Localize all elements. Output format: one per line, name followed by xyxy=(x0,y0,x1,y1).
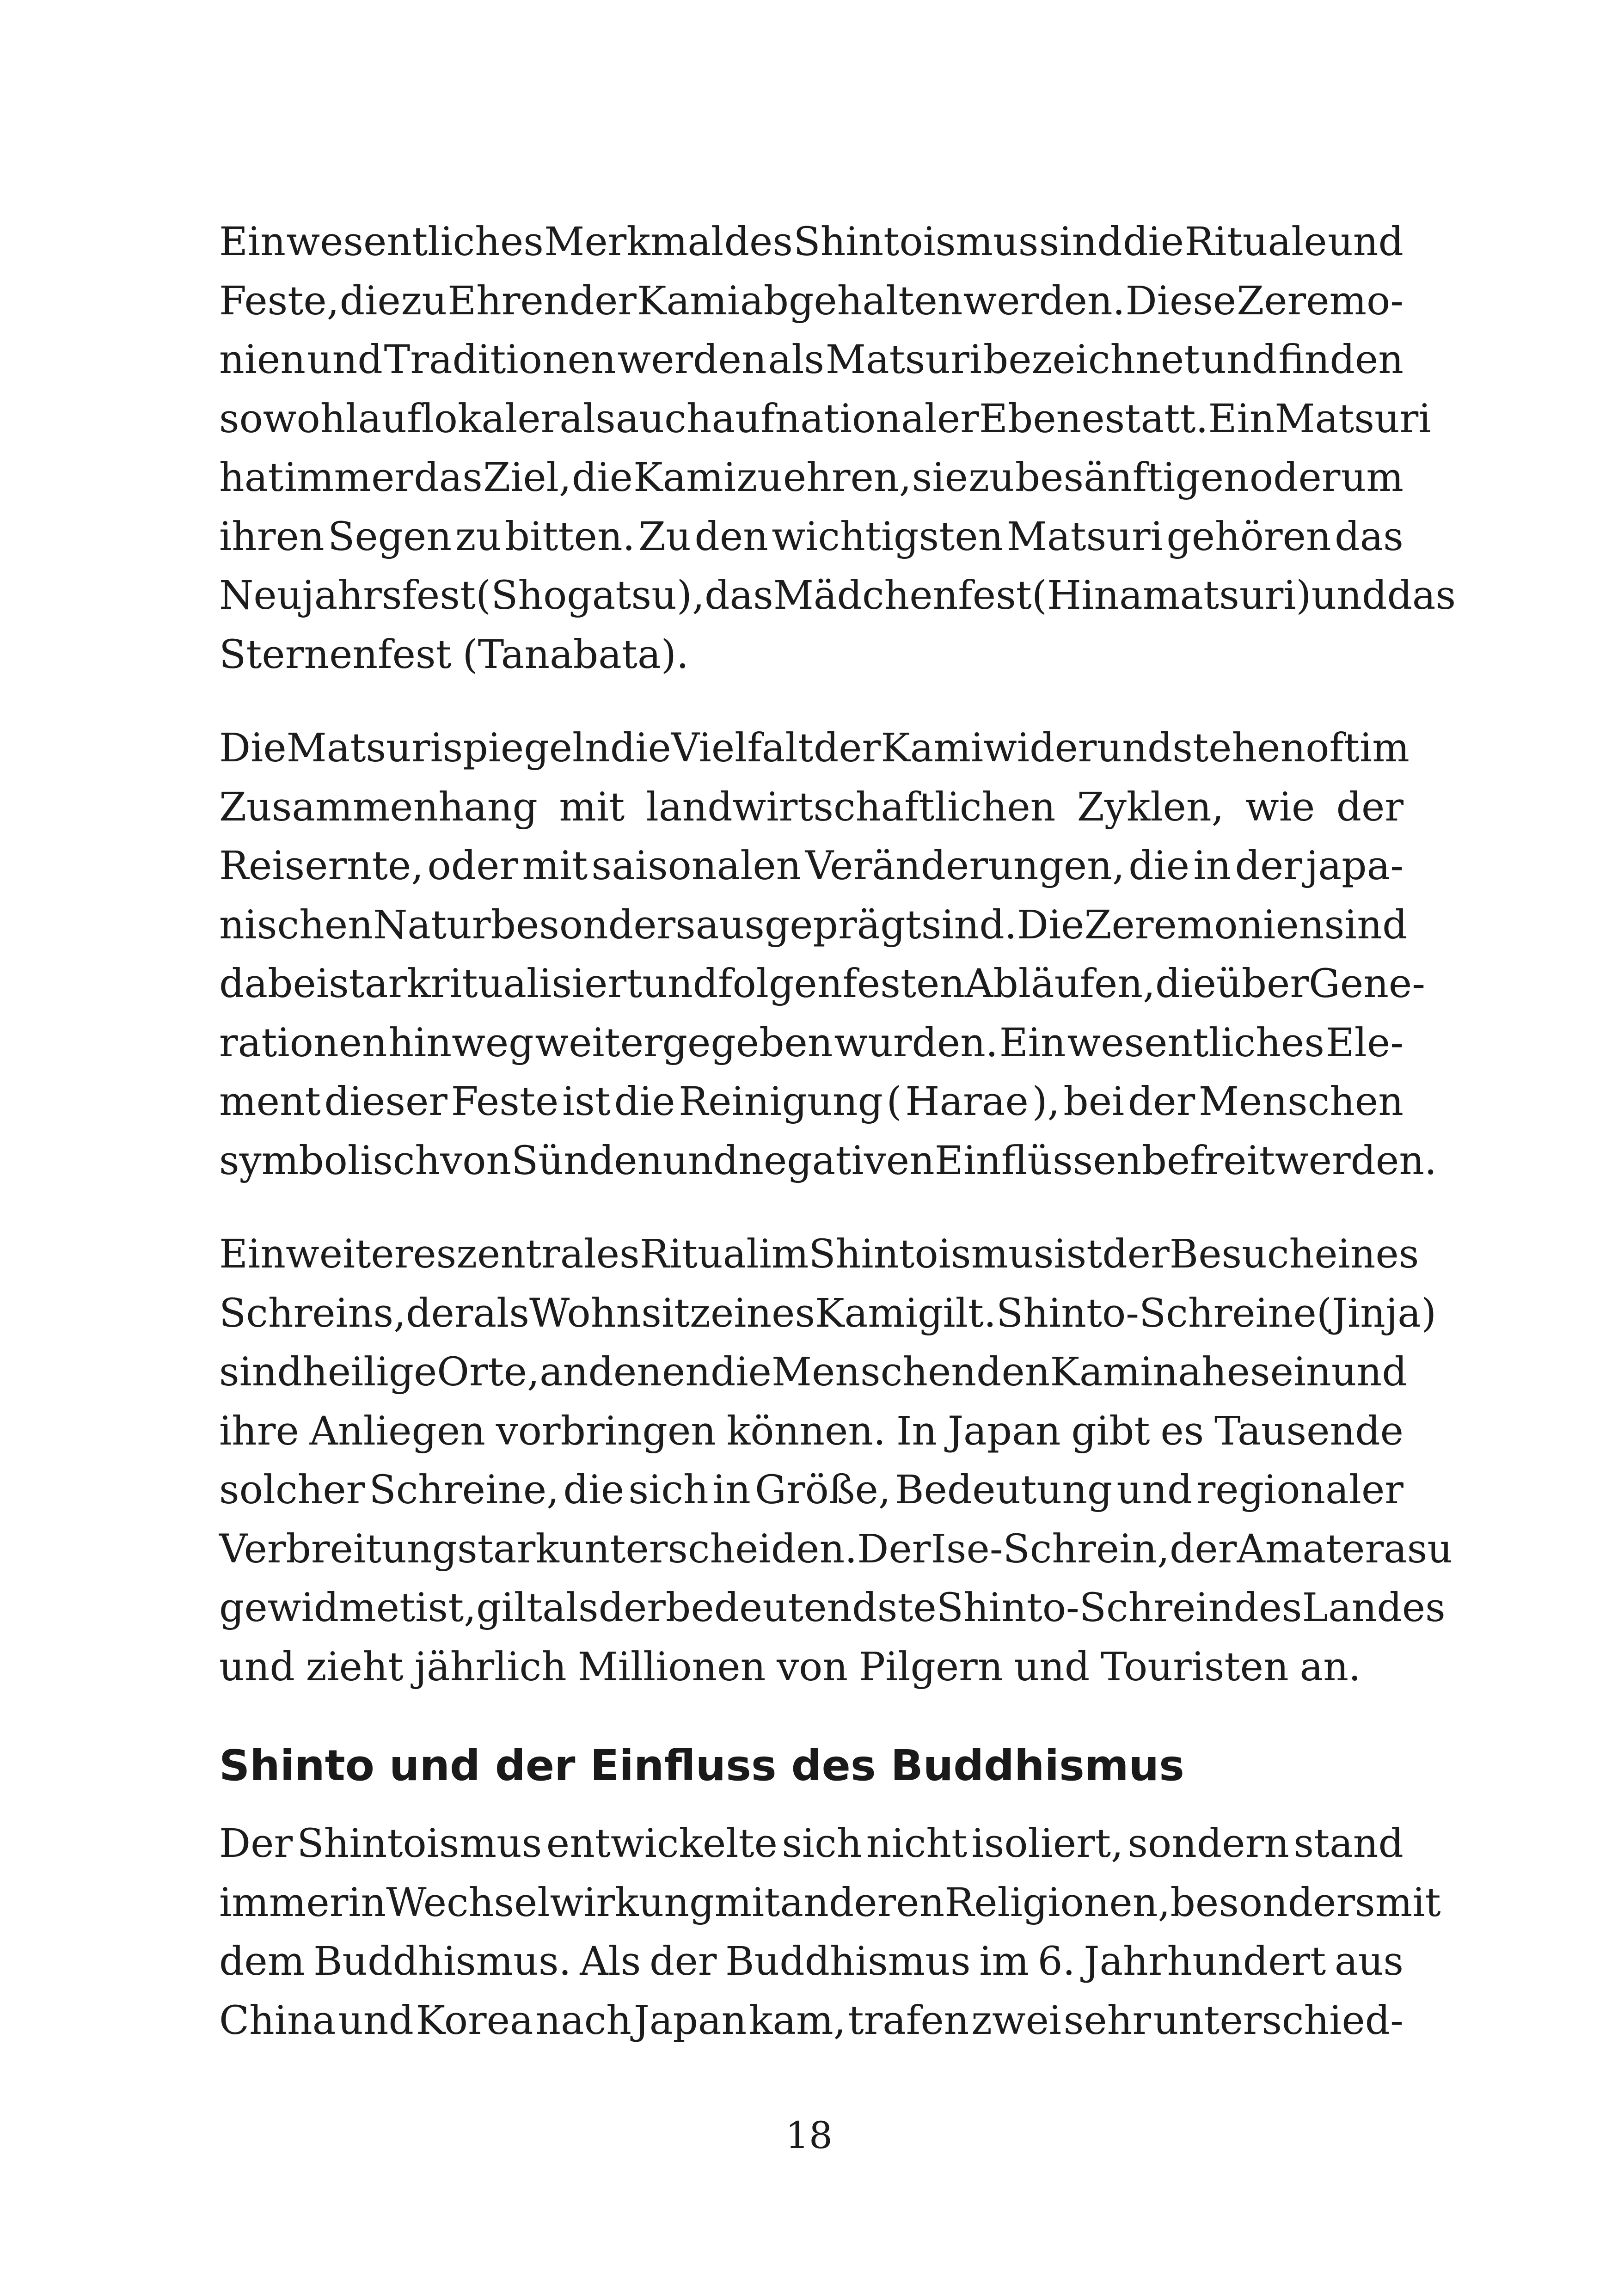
word: zu xyxy=(401,278,447,324)
word: Ebene xyxy=(979,396,1105,442)
section-heading: Shinto und der Einfluss des Buddhismus xyxy=(219,1741,1184,1790)
word: und xyxy=(1097,725,1173,771)
word: und xyxy=(1014,1644,1090,1690)
word: besonders xyxy=(1170,1880,1375,1926)
word: gilt xyxy=(476,1585,543,1631)
word: (Jinja) xyxy=(1316,1290,1437,1336)
word: Kami xyxy=(633,455,736,501)
word: zu xyxy=(968,455,1015,501)
word: wie xyxy=(1245,784,1315,830)
word: bezeichnet xyxy=(983,337,1200,383)
text-line xyxy=(219,896,1408,955)
word: und xyxy=(662,1138,739,1184)
word: weiteres xyxy=(285,1231,457,1277)
text-line xyxy=(219,1991,1403,2051)
word: Religionen, xyxy=(944,1880,1171,1926)
word: und xyxy=(219,1644,295,1690)
word: Landes xyxy=(1302,1585,1446,1631)
word: der xyxy=(1170,1526,1237,1572)
word: Kami xyxy=(881,725,984,771)
word: Tausende xyxy=(1214,1408,1403,1454)
word: vorbringen xyxy=(496,1408,716,1454)
word: spiegeln xyxy=(442,725,610,771)
word: der xyxy=(1128,1079,1195,1125)
word: im xyxy=(1360,725,1410,771)
word: Jahrhundert xyxy=(1084,1939,1326,1984)
word: der xyxy=(813,725,881,771)
word: und xyxy=(338,1997,414,2044)
word: Ein xyxy=(219,219,286,265)
word: (Shogatsu), xyxy=(476,573,705,618)
word: entwickelte xyxy=(546,1821,778,1867)
word: sind xyxy=(1039,219,1122,265)
word: auf xyxy=(711,396,775,442)
word: sich xyxy=(782,1821,862,1867)
word: Veränderungen, xyxy=(805,843,1125,889)
word: Ise-Schrein, xyxy=(931,1526,1170,1572)
word: um xyxy=(1341,455,1403,501)
word: von xyxy=(777,1644,848,1690)
word: Sünden xyxy=(511,1138,663,1184)
word: Sternenfest xyxy=(219,631,452,678)
word: ausgeprägt xyxy=(695,902,921,948)
word: mit xyxy=(522,843,588,889)
word: wesentliches xyxy=(1067,1020,1324,1066)
word: und xyxy=(1116,1467,1193,1513)
word: auf xyxy=(358,396,422,442)
word: Ritual xyxy=(639,1231,759,1277)
word: Bedeutung xyxy=(895,1467,1113,1513)
text-line xyxy=(219,1402,1403,1461)
word: als xyxy=(473,1290,529,1336)
word: saisonalen xyxy=(591,843,802,889)
word: wurden. xyxy=(834,1020,998,1066)
word: dabei xyxy=(219,961,329,1007)
word: (Hinamatsuri) xyxy=(1031,573,1312,618)
word: zwei xyxy=(971,1997,1062,2044)
text-line xyxy=(219,1132,1437,1191)
word: der xyxy=(1102,1231,1170,1277)
word: zu xyxy=(455,514,502,560)
word: Schreine, xyxy=(369,1467,559,1513)
word: oder xyxy=(1249,455,1341,501)
word: oder xyxy=(427,843,519,889)
text-line xyxy=(219,1874,1441,1933)
word: Anliegen xyxy=(309,1408,485,1454)
word: sind xyxy=(219,1349,302,1395)
word: befreit xyxy=(1141,1138,1275,1184)
word: ritualisiert xyxy=(430,961,643,1007)
word: Buddhismus xyxy=(725,1939,971,1984)
word: unterscheiden. xyxy=(559,1526,858,1572)
word: Verbreitung xyxy=(219,1526,458,1572)
word: ehren, xyxy=(783,455,912,501)
word: Harae xyxy=(905,1079,1029,1125)
word: Reinigung xyxy=(679,1079,883,1125)
word: Japan xyxy=(947,1408,1061,1454)
text-line xyxy=(219,1284,1437,1343)
word: regionaler xyxy=(1196,1467,1403,1513)
word: Shinto-Schreine xyxy=(996,1290,1317,1336)
word: Die xyxy=(1017,902,1085,948)
word: die xyxy=(1128,843,1190,889)
word: Shintoismus xyxy=(809,1231,1054,1277)
word: werden xyxy=(617,337,767,383)
word: ist xyxy=(1054,1231,1103,1277)
text-line xyxy=(219,1343,1407,1402)
word: des xyxy=(724,219,793,265)
word: die xyxy=(711,1349,772,1395)
word: symbolisch xyxy=(219,1138,441,1184)
word: Der xyxy=(219,1821,293,1867)
word: und xyxy=(1328,219,1403,265)
word: finden xyxy=(1278,337,1403,383)
word: denen xyxy=(588,1349,711,1395)
word: Ehren xyxy=(447,278,569,324)
text-line xyxy=(219,1225,1419,1284)
word: gibt xyxy=(1071,1408,1150,1454)
word: Pilgern xyxy=(858,1644,1003,1690)
word: sowohl xyxy=(219,396,358,442)
word: eines xyxy=(1314,1231,1419,1277)
word: und xyxy=(1311,573,1387,618)
word: Besuch xyxy=(1169,1231,1315,1277)
word: In xyxy=(896,1408,938,1454)
word: (Tanabata). xyxy=(462,631,689,678)
word: Buddhismus. xyxy=(313,1939,571,1984)
text-line xyxy=(219,1072,1403,1132)
word: eines xyxy=(710,1290,815,1336)
word: folgen xyxy=(718,961,843,1007)
word: mit xyxy=(1375,1880,1441,1926)
word: nien xyxy=(219,337,306,383)
word: trafen xyxy=(848,1997,969,2044)
word: wichtigsten xyxy=(772,514,1004,560)
text-line xyxy=(219,1932,1403,1991)
word: hinweg xyxy=(388,1020,534,1066)
word: wesentliches xyxy=(286,219,544,265)
word: gewidmet xyxy=(219,1585,416,1631)
word: wider xyxy=(983,725,1097,771)
word: über xyxy=(1216,961,1309,1007)
word: mit xyxy=(559,784,625,830)
word: Abläufen, xyxy=(965,961,1155,1007)
word: solcher xyxy=(219,1467,365,1513)
word: die xyxy=(610,725,671,771)
word: und xyxy=(642,961,718,1007)
text-line xyxy=(219,272,1403,331)
word: Mädchenfest xyxy=(773,573,1032,618)
word: gehören xyxy=(1166,514,1331,560)
word: Korea xyxy=(416,1997,533,2044)
word: an. xyxy=(1299,1644,1361,1690)
paragraph-buddhism xyxy=(219,1814,1441,2050)
word: in xyxy=(712,1467,751,1513)
word: sind xyxy=(1324,902,1408,948)
word: Schreins, xyxy=(219,1290,406,1336)
text-line xyxy=(219,1014,1403,1073)
word: Menschen xyxy=(771,1349,977,1395)
word: von xyxy=(440,1138,512,1184)
word: Wohnsitz xyxy=(529,1290,711,1336)
word: Shintoismus xyxy=(793,219,1039,265)
word: zieht xyxy=(306,1644,404,1690)
word: nahe xyxy=(1152,1349,1250,1395)
word: Die xyxy=(219,725,287,771)
word: das xyxy=(1335,514,1403,560)
paragraph-shrine-visit xyxy=(219,1225,1453,1696)
word: Größe, xyxy=(755,1467,891,1513)
text-line xyxy=(219,625,1403,685)
text-line xyxy=(219,1814,1403,1874)
word: und xyxy=(1201,337,1277,383)
word: ist, xyxy=(415,1585,477,1631)
word: Shintoismus xyxy=(297,1821,542,1867)
text-line xyxy=(219,566,1456,625)
word: besänftigen xyxy=(1015,455,1249,501)
word: die xyxy=(1123,219,1184,265)
word: in xyxy=(348,1880,386,1926)
word: anderen xyxy=(780,1880,945,1926)
text-line xyxy=(219,719,1410,778)
paragraph-matsuri-cycles xyxy=(219,719,1437,1190)
word: Matsuri xyxy=(825,337,982,383)
word: ihren xyxy=(219,514,325,560)
word: immer xyxy=(219,1880,349,1926)
word: Millionen xyxy=(577,1644,766,1690)
word: der xyxy=(650,1939,717,1984)
word: gilt. xyxy=(918,1290,997,1336)
text-line xyxy=(219,508,1403,567)
word: nischen xyxy=(219,902,373,948)
word: dieser xyxy=(324,1079,447,1125)
word: das xyxy=(1387,573,1456,618)
word: der xyxy=(406,1290,473,1336)
word: aus xyxy=(1334,1939,1403,1984)
word: sein xyxy=(1250,1349,1331,1395)
text-line xyxy=(219,331,1403,390)
word: können. xyxy=(726,1408,886,1454)
word: Feste, xyxy=(219,278,339,324)
word: den xyxy=(694,514,768,560)
word: Ein xyxy=(219,1231,286,1277)
word: Ein xyxy=(1208,396,1275,442)
word: nach xyxy=(535,1997,632,2044)
word: der xyxy=(1235,843,1302,889)
word: Japan xyxy=(633,1997,747,2044)
word: ( xyxy=(886,1079,902,1125)
text-line xyxy=(219,837,1403,896)
word: es xyxy=(1160,1408,1204,1454)
word: bitten. xyxy=(504,514,635,560)
word: Vielfalt xyxy=(671,725,814,771)
word: Natur xyxy=(373,902,491,948)
word: oft xyxy=(1305,725,1360,771)
word: Neujahrsfest xyxy=(219,573,476,618)
word: stark xyxy=(329,961,431,1007)
text-line xyxy=(219,390,1431,449)
word: immer xyxy=(284,455,414,501)
word: Kami xyxy=(815,1290,918,1336)
word: Ziel, xyxy=(483,455,571,501)
text-line xyxy=(219,1520,1453,1579)
word: Segen xyxy=(328,514,452,560)
word: Diese xyxy=(1125,278,1237,324)
word: jährlich xyxy=(414,1644,567,1690)
word: auch xyxy=(615,396,712,442)
word: Merkmal xyxy=(544,219,724,265)
word: sich xyxy=(628,1467,709,1513)
word: Als xyxy=(580,1939,641,1984)
word: Touristen xyxy=(1101,1644,1289,1690)
word: bedeutendste xyxy=(665,1585,937,1631)
word: Feste xyxy=(451,1079,559,1125)
word: ihre xyxy=(219,1408,299,1454)
text-line xyxy=(219,955,1425,1014)
word: hat xyxy=(219,455,284,501)
word: die xyxy=(1155,961,1216,1007)
text-line xyxy=(219,1579,1446,1638)
word: Amaterasu xyxy=(1237,1526,1453,1572)
word: und xyxy=(1331,1349,1407,1395)
word: kam, xyxy=(748,1997,846,2044)
word: der xyxy=(598,1585,666,1631)
word: heilige xyxy=(302,1349,437,1395)
word: das xyxy=(414,455,483,501)
word: japa- xyxy=(1306,843,1403,889)
word: Zeremo- xyxy=(1237,278,1403,324)
word: China xyxy=(219,1997,336,2044)
paragraph-matsuri-intro xyxy=(219,213,1456,684)
text-line xyxy=(219,448,1403,508)
word: dem xyxy=(219,1939,305,1984)
word: werden. xyxy=(1275,1138,1437,1184)
word: Einflüssen xyxy=(934,1138,1142,1184)
word: unterschied- xyxy=(1153,1997,1403,2044)
word: sind. xyxy=(921,902,1017,948)
text-line xyxy=(219,1638,1403,1697)
word: Matsuri xyxy=(286,725,443,771)
word: Kami xyxy=(637,278,740,324)
word: Zu xyxy=(638,514,691,560)
word: landwirtschaftlichen xyxy=(646,784,1056,830)
word: als xyxy=(768,337,825,383)
word: im xyxy=(759,1231,809,1277)
word: isoliert, xyxy=(971,1821,1124,1867)
word: rationen xyxy=(219,1020,387,1066)
word: der xyxy=(569,278,637,324)
word: zentrales xyxy=(456,1231,640,1277)
word: die xyxy=(614,1079,675,1125)
word: stehen xyxy=(1172,725,1306,771)
text-line xyxy=(219,778,1403,837)
word: Kami xyxy=(1050,1349,1153,1395)
word: der xyxy=(1336,784,1403,830)
word: negativen xyxy=(738,1138,935,1184)
word: Gene- xyxy=(1308,961,1425,1007)
word: im xyxy=(979,1939,1030,1984)
word: besonders xyxy=(490,902,696,948)
word: zu xyxy=(736,455,783,501)
word: den xyxy=(976,1349,1050,1395)
word: Wechselwirkung xyxy=(386,1880,715,1926)
word: und xyxy=(306,337,383,383)
text-line xyxy=(219,213,1403,272)
word: abgehalten xyxy=(740,278,963,324)
word: Ele- xyxy=(1325,1020,1403,1066)
word: Der xyxy=(857,1526,931,1572)
word: lokaler xyxy=(421,396,560,442)
word: Matsuri xyxy=(1006,514,1163,560)
word: 6. xyxy=(1037,1939,1075,1984)
word: Zeremonien xyxy=(1084,902,1324,948)
word: Rituale xyxy=(1184,219,1327,265)
word: Menschen xyxy=(1198,1079,1403,1125)
text-line xyxy=(219,1461,1403,1520)
word: die xyxy=(339,278,401,324)
page-number: 18 xyxy=(785,2114,833,2157)
word: festen xyxy=(842,961,965,1007)
word: die xyxy=(572,455,633,501)
word: werden. xyxy=(963,278,1125,324)
word: nationaler xyxy=(775,396,979,442)
word: Shinto-Schrein xyxy=(936,1585,1234,1631)
word: sondern xyxy=(1128,1821,1289,1867)
word: ist xyxy=(562,1079,611,1125)
word: die xyxy=(563,1467,625,1513)
word: Zusammenhang xyxy=(219,784,538,830)
word: statt. xyxy=(1104,396,1208,442)
word: das xyxy=(705,573,773,618)
word: sehr xyxy=(1063,1997,1152,2044)
word: an xyxy=(539,1349,588,1395)
word: als xyxy=(559,396,616,442)
word: sie xyxy=(912,455,968,501)
word: stand xyxy=(1293,1821,1403,1867)
word: Orte, xyxy=(437,1349,540,1395)
word: bei xyxy=(1063,1079,1125,1125)
word: in xyxy=(1193,843,1232,889)
word: des xyxy=(1233,1585,1302,1631)
word: Zyklen, xyxy=(1077,784,1224,830)
word: mit xyxy=(714,1880,780,1926)
word: Ein xyxy=(999,1020,1066,1066)
word: stark xyxy=(457,1526,559,1572)
word: ment xyxy=(219,1079,321,1125)
word: als xyxy=(542,1585,599,1631)
word: Matsuri xyxy=(1275,396,1431,442)
word: Reisernte, xyxy=(219,843,424,889)
word: Traditionen xyxy=(384,337,616,383)
word: ), xyxy=(1032,1079,1060,1125)
word: nicht xyxy=(866,1821,968,1867)
word: weitergegeben xyxy=(535,1020,833,1066)
